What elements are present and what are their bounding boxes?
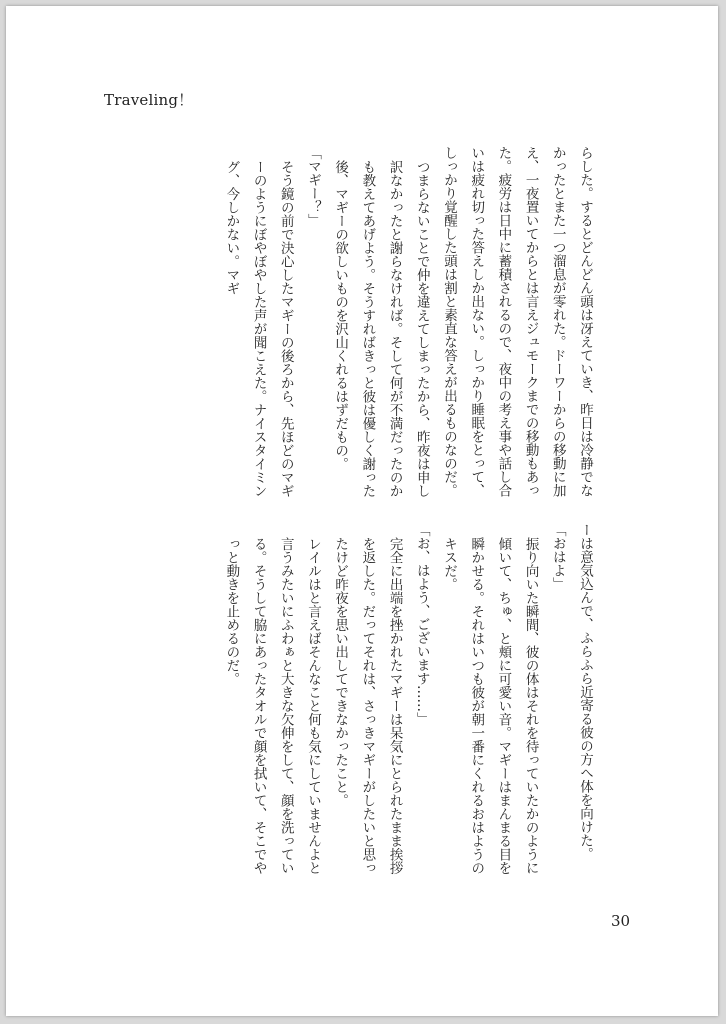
running-title: Traveling！: [104, 91, 194, 109]
paragraph: つまらないことで仲を違えてしまったから、昨夜は申し訳なかったと謝らなければ。そして何が不満だったのかも教えてあげよう。そうすればきっと彼は優しく謝った後、マギーの欲しいものを沢山くれるはずだもの。: [332, 159, 430, 497]
paragraph: 振り向いた瞬間、彼の体はそれを待っていたかのように傾いて、ちゅ、と頬に可愛い音。マギーはまんまる目を瞬かせる。それはいつも彼が朝一番にくれるおはようのキスだ。: [440, 536, 539, 874]
paragraph: レイルはと言えばそんなこと何も気にしていませんよと言うみたいにふわぁと大きな欠伸をして、顔を洗っている。そうして脇にあったタオルで顔を拭いて、そこでやっと動きを止めるのだ。: [223, 536, 321, 874]
paragraph: 「おはよ」: [549, 523, 566, 591]
text-tier-top: [128, 146, 598, 509]
paragraph: らした。するとどんどん頭は冴えていき、昨日は冷静でなかったとまた一つ溜息が零れた。ドーワーからの移動に加え、一夜置いてからとは言えジュモークまでの移動もあった。疲労は日中に蓄積されるので、夜中の考え事や話し合いは疲れ切った答えしか出ない。しっかり睡眠をとって、しっかり覚醒した頭は割と素直な答えが出るものなのだ。: [440, 146, 593, 497]
paragraph: そう鏡の前で決心したマギーの後ろから、先ほどのマギーのようにぼやぼやした声が聞こえた。ナイスタイミング、今しかない。マギ: [223, 159, 294, 497]
paragraph: 「お、はよう、ございます……」: [413, 523, 430, 726]
page-number: 30: [611, 912, 631, 930]
paragraph: 「マギー？」: [304, 146, 321, 227]
paragraph: ーは意気込んで、ふらふら近寄る彼の方へ体を向けた。: [577, 523, 593, 861]
text-tier-bottom: [128, 523, 598, 886]
paragraph: 完全に出端を挫かれたマギーは呆気にとられたまま挨拶を返した。だってそれは、さっきマギーがしたいと思ったけど昨夜を思い出してできなかったこと。: [332, 536, 403, 874]
book-page: [6, 6, 718, 1016]
